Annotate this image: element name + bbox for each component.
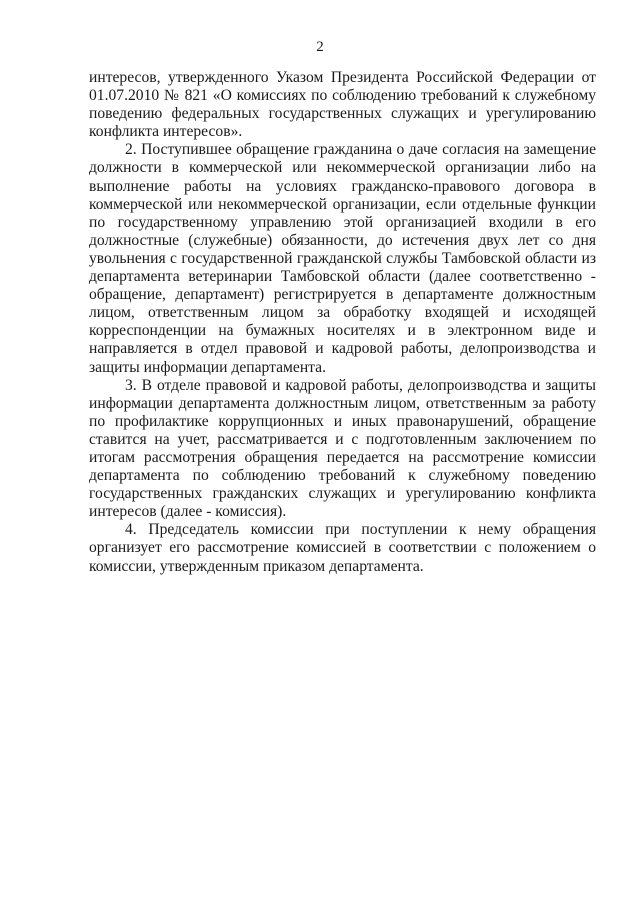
document-body	[89, 69, 596, 576]
paragraph-item-4: 4. Председатель комиссии при поступлении к нему обращения организует его рассмотрение комиссией в соответствии с положением о комиссии, утвержденным приказом департамента.	[89, 521, 596, 575]
paragraph-continuation: интересов, утвержденного Указом Президента Российской Федерации от 01.07.2010 № 821 «О комиссиях по соблюдению требований к служебному поведению федеральных государственных служащих и урегулированию конфликта интересов».	[89, 69, 596, 141]
paragraph-item-2: 2. Поступившее обращение гражданина о даче согласия на замещение должности в коммерческой или некоммерческой организации либо на выполнение работы на условиях гражданско-правового договора в коммерческой или некоммерческой организации, если отдельные функции по государственному управлению этой организацией входили в его должностные (служебные) обязанности, до истечения двух лет со дня увольнения с государственной гражданской службы Тамбовской области из департамента ветеринарии Тамбовской области (далее соответственно - обращение, департамент) регистрируется в департаменте должностным лицом, ответственным лицом за обработку входящей и исходящей корреспонденции на бумажных носителях и в электронном виде и направляется в отдел правовой и кадровой работы, делопроизводства и защиты информации департамента.	[89, 141, 596, 376]
page-number: 2	[316, 39, 324, 55]
paragraph-item-3: 3. В отделе правовой и кадровой работы, делопроизводства и защиты информации департамента должностным лицом, ответственным за работу по профилактике коррупционных и иных правонарушений, обращение ставится на учет, рассматривается и с подготовленным заключением по итогам рассмотрения обращения передается на рассмотрение комиссии департамента по соблюдению требований к служебному поведению государственных гражданских служащих и урегулированию конфликта интересов (далее - комиссия).	[89, 376, 596, 521]
